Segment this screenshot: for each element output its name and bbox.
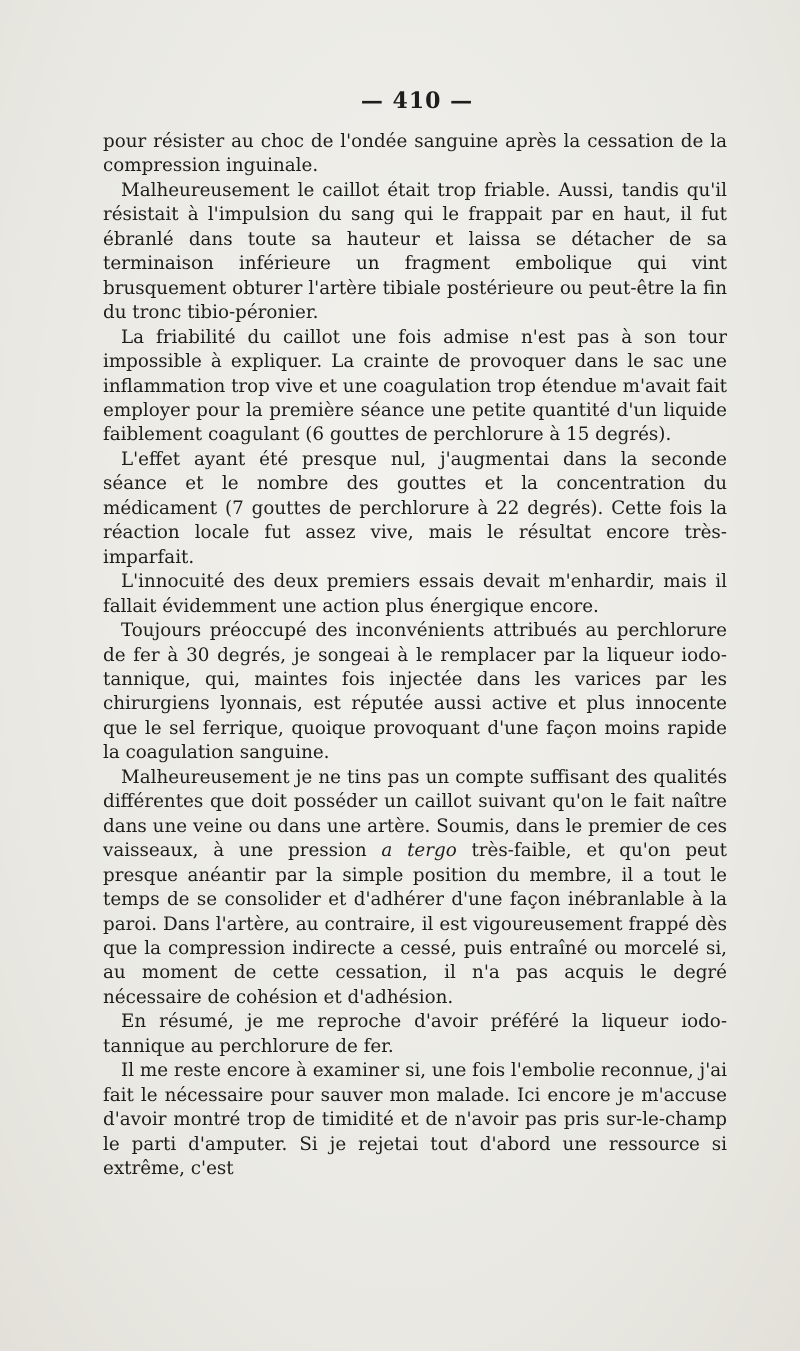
paragraph-caillot-friable: Malheureusement le caillot était trop friable. Aussi, tandis qu'il résistait à l'impulsion du sang qui le frappait par en haut, il fut ébranlé dans toute sa hauteur et laissa se détacher de sa terminaison inférieure un fragment embolique qui vint brusquement obturer l'artère tibiale postérieure ou peut-être la fin du tronc tibio-péronier.	[103, 179, 727, 324]
paragraph-text-after: très-faible, et qu'on peut presque anéantir par la simple position du membre, il a tout le temps de se consolider et d'adhérer d'une façon inébranlable à la paroi. Dans l'artère, au contraire, il est vigoureusement frappé dès que la compression indirecte a cessé, puis entraîné ou morcelé si, au moment de cette cessation, il n'a pas acquis le degré nécessaire de cohésion et d'adhésion.	[103, 840, 727, 1008]
italic-a-tergo: a tergo	[381, 840, 457, 862]
paragraph-reste-examiner: Il me reste encore à examiner si, une fois l'embolie reconnue, j'ai fait le nécessaire pour sauver mon malade. Ici encore je m'accuse d'avoir montré trop de timidité et de n'avoir pas pris sur-le-champ le parti d'amputer. Si je rejetai tout d'abord une ressource si extrême, c'est	[103, 1060, 727, 1180]
paragraph-text-before: Malheureusement je ne tins pas un compte suffisant des qualités différentes que doit posséder un caillot suivant qu'on le fait naître dans une veine ou dans une artère. Soumis, dans le premier de ces vaisseaux, à une pression	[103, 766, 727, 862]
paragraph-friabilite: La friabilité du caillot une fois admise n'est pas à son tour impossible à expliquer. La crainte de provoquer dans le sac une inflammation trop vive et une coagulation trop étendue m'avait fait employer pour la première séance une petite quantité d'un liquide faiblement coagulant (6 gouttes de perchlorure à 15 degrés).	[103, 326, 727, 446]
paragraph-en-resume: En résumé, je me reproche d'avoir préféré la liqueur iodo-tannique au perchlorure de fer.	[103, 1011, 727, 1057]
paragraph-continuation: pour résister au choc de l'ondée sanguine après la cessation de la compression inguinale.	[103, 131, 727, 177]
book-page	[103, 84, 727, 1181]
page-number: — 410 —	[360, 88, 474, 114]
paragraph-compte-insuffisant	[103, 766, 727, 1011]
paragraph-toujours-preoccupe: Toujours préoccupé des inconvénients attribués au perchlorure de fer à 30 degrés, je songeai à le remplacer par la liqueur iodo-tannique, qui, maintes fois injectée dans les varices par les chirurgiens lyonnais, est réputée aussi active et plus innocente que le sel ferrique, quoique provoquant d'une façon moins rapide la coagulation sanguine.	[103, 620, 727, 764]
paragraph-innocuite: L'innocuité des deux premiers essais devait m'enhardir, mais il fallait évidemment une action plus énergique encore.	[103, 571, 727, 617]
paragraph-effet-nul: L'effet ayant été presque nul, j'augmentai dans la seconde séance et le nombre des gouttes et la concentration du médicament (7 gouttes de perchlorure à 22 degrés). Cette fois la réaction locale fut assez vive, mais le résultat encore très-imparfait.	[103, 448, 727, 568]
